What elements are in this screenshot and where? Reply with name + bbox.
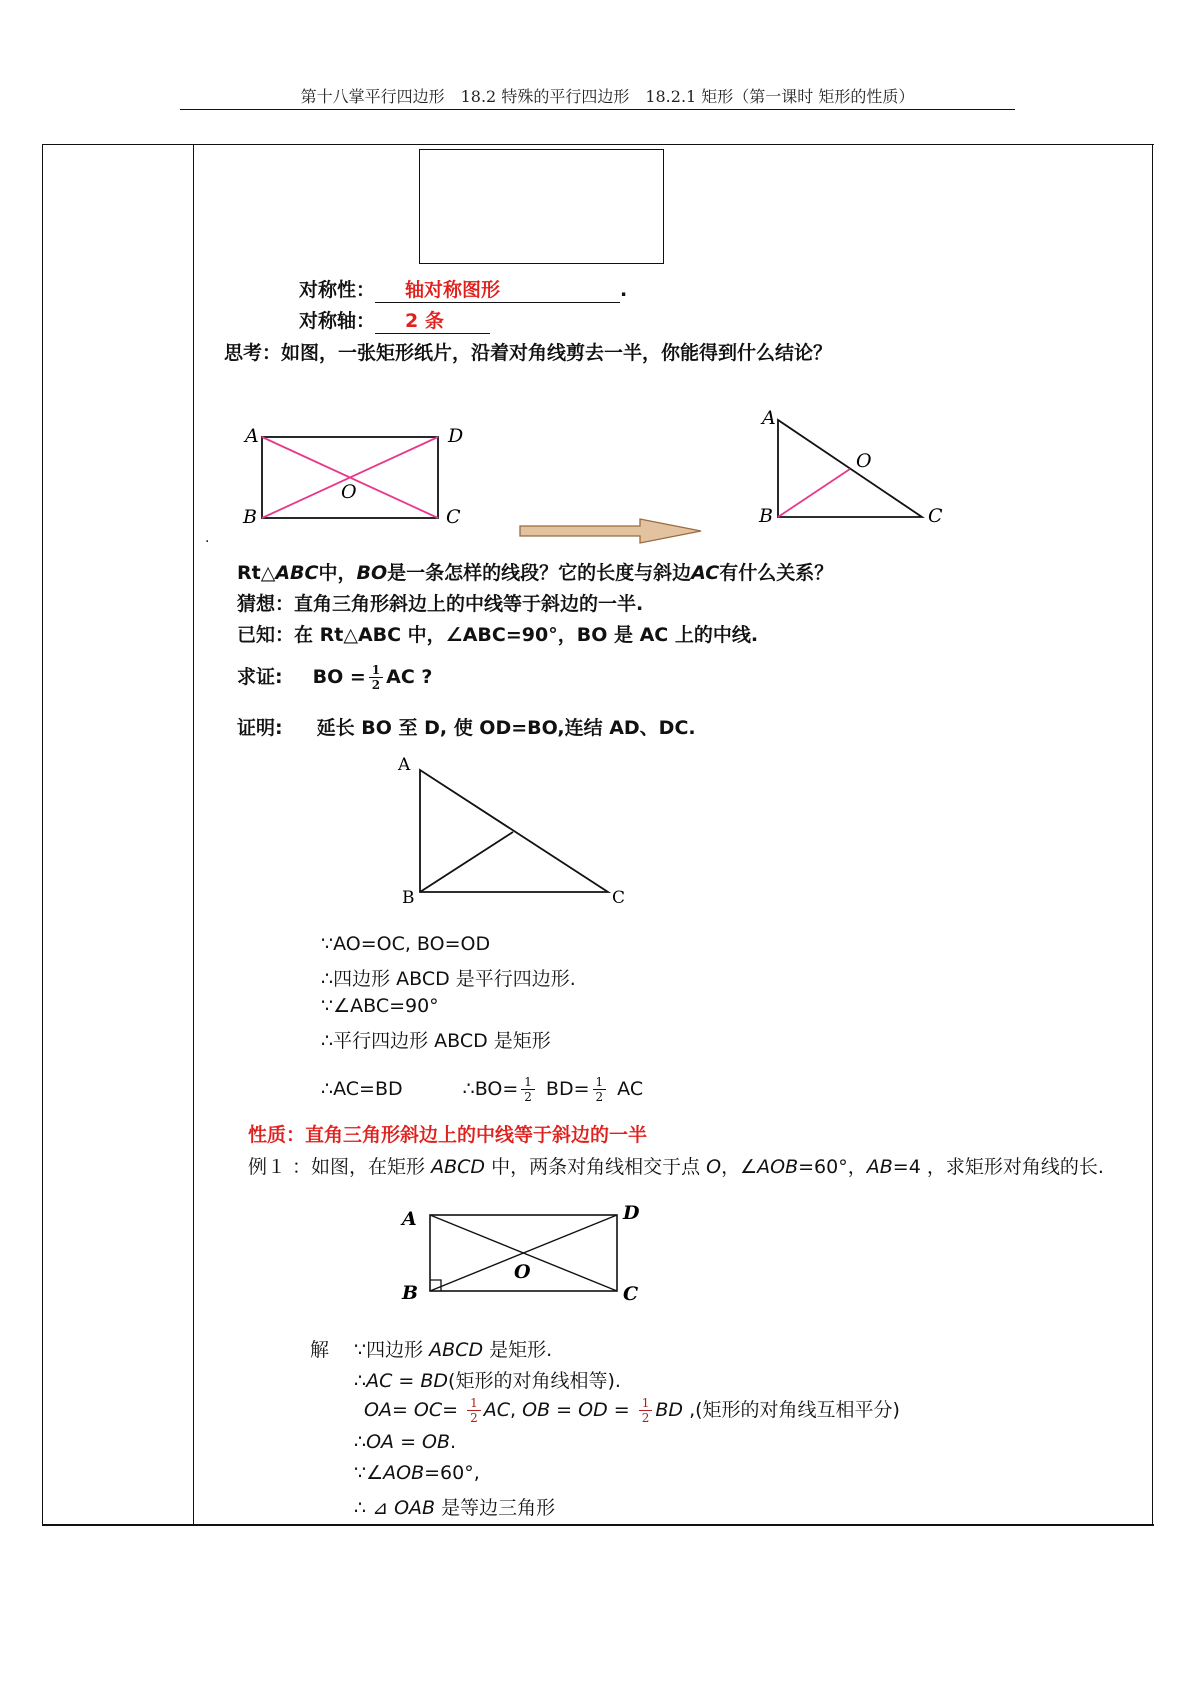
- solution-var: OA: [364, 1399, 392, 1421]
- table-right-border: [1152, 144, 1153, 1524]
- page-header: 第十八掌平行四边形 18.2 特殊的平行四边形 18.2.1 矩形（第一课时 矩形的性质）: [300, 87, 915, 106]
- solution-line-1: [354, 1335, 552, 1362]
- step-3: ∵∠ABC=90°: [321, 995, 439, 1017]
- fraction-numerator: 1: [521, 1075, 535, 1090]
- label-o: O: [341, 481, 357, 503]
- solution-line-4: [354, 1431, 456, 1453]
- solution-part: ∵四边形: [354, 1339, 430, 1361]
- step-5-part: ∴AC=BD: [321, 1078, 403, 1100]
- solution-var: AC: [483, 1399, 511, 1421]
- label-a: A: [245, 425, 259, 447]
- solution-var: AOB: [383, 1462, 425, 1484]
- table-column-divider: [193, 144, 194, 1524]
- step-5: [321, 1075, 643, 1104]
- header-rule: [180, 109, 1015, 110]
- step-1: ∵AO=OC, BO=OD: [321, 933, 491, 955]
- solution-part: ∵∠: [354, 1462, 384, 1484]
- figure-proof-triangle: [390, 752, 640, 912]
- table-bottom-border: [42, 1524, 1154, 1526]
- ex-label-b: B: [402, 1282, 419, 1304]
- figure-right-triangle: [750, 405, 950, 535]
- example-part: =60°，: [798, 1156, 867, 1178]
- solution-part: ∴ ⊿: [354, 1497, 395, 1519]
- example-var: ABCD: [431, 1156, 486, 1178]
- solution-part: =: [442, 1399, 465, 1421]
- solution-part: 是矩形.: [483, 1339, 553, 1361]
- question-var-ac: AC: [691, 562, 720, 584]
- solution-label: 解: [310, 1339, 330, 1361]
- solution-part: ,(矩形的对角线互相平分): [683, 1399, 900, 1421]
- solution-part: ∴: [354, 1431, 367, 1453]
- solution-part: ∴: [354, 1370, 367, 1392]
- example-part: 中，两条对角线相交于点: [485, 1156, 707, 1178]
- table-left-border: [42, 144, 43, 1524]
- solution-part: =60°,: [424, 1462, 480, 1484]
- solution-part: =: [391, 1399, 414, 1421]
- prove-right: AC ?: [386, 666, 433, 688]
- proof-label: 证明:: [237, 717, 283, 739]
- proof-label-c: C: [612, 888, 626, 908]
- axis-label: 对称轴：: [299, 310, 376, 332]
- median-bo: [778, 469, 850, 517]
- solution-part: =: [394, 1431, 423, 1453]
- fraction-denominator: 2: [595, 1090, 604, 1104]
- fraction-denominator: 2: [371, 678, 381, 692]
- label-b: B: [243, 506, 257, 528]
- solution-part: 是等边三角形: [435, 1497, 556, 1519]
- step-5-part: ∴BO=: [462, 1078, 519, 1100]
- solution-var: AC: [366, 1370, 393, 1392]
- question-var-abc: ABC: [275, 562, 319, 584]
- example-var: O: [706, 1156, 722, 1178]
- step-4: ∴平行四边形 ABCD 是矩形: [321, 1030, 551, 1052]
- solution-var: OB: [422, 1431, 451, 1453]
- tri-label-b: B: [759, 505, 773, 527]
- solution-part: (矩形的对角线相等).: [448, 1370, 621, 1392]
- solution-var: BD: [420, 1370, 449, 1392]
- example-part: 例１ ：如图，在矩形: [248, 1156, 432, 1178]
- given-line: 已知：在 Rt△ABC 中，∠ABC=90°，BO 是 AC 上的中线.: [237, 624, 759, 646]
- solution-line-5: [354, 1462, 480, 1484]
- solution-var: OA: [366, 1431, 395, 1453]
- arrow-shape: [520, 519, 701, 543]
- solution-line-2: [354, 1366, 621, 1393]
- proof-text: 延长 BO 至 D, 使 OD=BO,连结 AD、DC.: [316, 717, 696, 739]
- fraction-half: [521, 1075, 535, 1104]
- question-part: 中，: [318, 562, 357, 584]
- example-part: =4 ，求矩形对角线的长.: [892, 1156, 1104, 1178]
- solution-part: =: [607, 1399, 636, 1421]
- example-var: AB: [866, 1156, 893, 1178]
- solution-var: OAB: [394, 1497, 436, 1519]
- solution-part: .: [450, 1431, 457, 1453]
- transform-arrow: [518, 517, 708, 547]
- symmetry-axis-line: [299, 306, 490, 334]
- prove-label: 求证:: [237, 666, 283, 688]
- table-top-border: [42, 144, 1154, 145]
- tri-label-c: C: [928, 505, 943, 527]
- example-part: ，∠: [721, 1156, 758, 1178]
- tri-label-o: O: [856, 450, 872, 472]
- proof-label-a: A: [398, 755, 411, 775]
- ex-label-a: A: [402, 1208, 417, 1230]
- ex-label-o: O: [514, 1261, 531, 1283]
- fraction-denominator: 2: [470, 1411, 478, 1425]
- prove-line: [237, 662, 432, 692]
- solution-var: BD: [655, 1399, 684, 1421]
- solution-var: ABCD: [429, 1339, 484, 1361]
- question-line: [237, 558, 833, 585]
- fraction-half: [593, 1075, 607, 1104]
- fraction-denominator: 2: [524, 1090, 532, 1104]
- ex-label-c: C: [623, 1283, 639, 1305]
- guess-line: 猜想：直角三角形斜边上的中线等于斜边的一半.: [237, 593, 644, 615]
- proof-line: [237, 713, 696, 740]
- proof-label-b: B: [402, 888, 415, 908]
- ex-label-d: D: [623, 1202, 640, 1224]
- symmetry-label: 对称性：: [299, 279, 376, 301]
- question-part: Rt△: [237, 562, 276, 584]
- step-5-part: AC: [617, 1078, 644, 1100]
- blank-rectangle: [419, 149, 664, 264]
- fraction-denominator: 2: [641, 1411, 650, 1425]
- solution-var: OB: [522, 1399, 551, 1421]
- solution-part: =: [550, 1399, 579, 1421]
- symmetry-line: [299, 275, 627, 303]
- label-d: D: [448, 425, 464, 447]
- step-5-part: BD=: [545, 1078, 590, 1100]
- question-var-bo: BO: [356, 562, 388, 584]
- fraction-numerator: 1: [467, 1396, 481, 1411]
- fraction-numerator: 1: [639, 1396, 653, 1411]
- symmetry-period: .: [620, 279, 628, 301]
- solution-var: OD: [578, 1399, 608, 1421]
- question-part: 有什么关系？: [719, 562, 834, 584]
- fraction-half: [639, 1396, 653, 1425]
- axis-answer: 2 条: [375, 306, 490, 334]
- fraction-numerator: 1: [593, 1075, 607, 1090]
- symmetry-answer: 轴对称图形: [375, 275, 620, 303]
- solution-line-6: [354, 1493, 555, 1520]
- example-1: [248, 1152, 1104, 1179]
- question-part: 是一条怎样的线段？它的长度与斜边: [387, 562, 692, 584]
- example-var: AOB: [757, 1156, 799, 1178]
- tri-label-a: A: [762, 407, 776, 429]
- think-prompt: 思考：如图，一张矩形纸片，沿着对角线剪去一半，你能得到什么结论？: [224, 342, 833, 364]
- fraction-half: [467, 1396, 481, 1425]
- proof-median: [420, 832, 513, 892]
- label-c: C: [446, 506, 461, 528]
- solution-line-3: [364, 1395, 900, 1425]
- solution-part: ,: [510, 1399, 523, 1421]
- prove-left: BO =: [312, 666, 366, 688]
- figure-example-rectangle: [395, 1195, 655, 1310]
- property-statement: 性质：直角三角形斜边上的中线等于斜边的一半: [248, 1124, 648, 1146]
- solution-part: =: [392, 1370, 421, 1392]
- solution-var: OC: [413, 1399, 443, 1421]
- fraction-numerator: 1: [369, 663, 383, 678]
- stray-dot: .: [205, 530, 210, 546]
- fraction-half: [369, 663, 383, 692]
- step-2: ∴四边形 ABCD 是平行四边形.: [321, 968, 576, 990]
- figure-rectangle-diagonals: [235, 420, 475, 535]
